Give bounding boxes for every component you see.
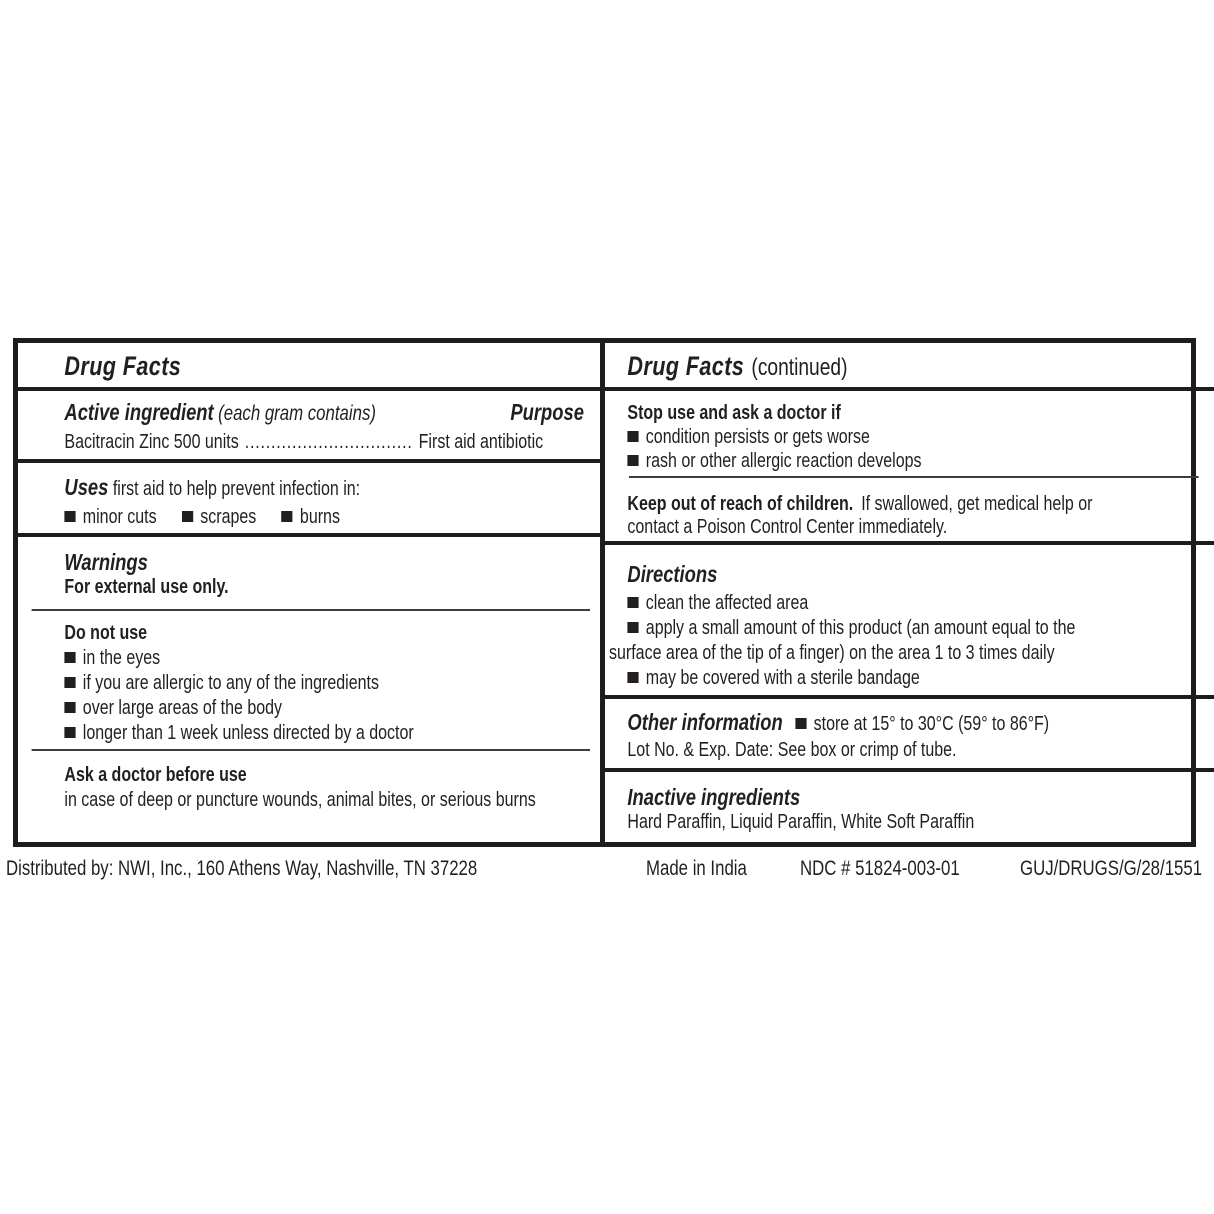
other-information-section <box>605 699 1214 772</box>
do-not-use-heading: Do not use <box>64 622 148 644</box>
do-not-use-bullet-label: longer than 1 week unless directed by a doctor <box>82 722 414 744</box>
stop-use-bullet-label: condition persists or gets worse <box>645 426 870 448</box>
bullet-square-icon <box>282 511 293 522</box>
uses-heading-row <box>64 475 600 502</box>
directions-bullet-label: apply a small amount of this product (an amount equal to the <box>645 617 1076 639</box>
bullet-square-icon <box>795 718 806 729</box>
purpose-value: First aid antibiotic <box>418 431 544 453</box>
inactive-ingredients-text: Hard Paraffin, Liquid Paraffin, White Soft Paraffin <box>627 811 975 833</box>
active-ingredient-heading: Active ingredient <box>64 399 214 425</box>
bullet-square-icon <box>627 455 638 466</box>
directions-section <box>605 545 1214 699</box>
external-use-text: For external use only. <box>64 576 229 598</box>
do-not-use-bullet <box>64 696 600 721</box>
directions-bullet-continuation: surface area of the tip of a finger) on the area 1 to 3 times daily <box>609 642 1055 664</box>
registration-number-text: GUJ/DRUGS/G/28/1551 <box>1020 857 1203 880</box>
inactive-ingredients-heading: Inactive ingredients <box>627 784 801 810</box>
bullet-square-icon <box>64 727 75 738</box>
uses-bullet-label: scrapes <box>200 506 257 528</box>
active-ingredient-row <box>64 430 600 455</box>
drug-facts-continued-title: Drug Facts <box>627 351 745 381</box>
warnings-heading: Warnings <box>64 549 148 575</box>
label-box <box>13 338 1196 847</box>
stop-use-bullet-label: rash or other allergic reaction develops <box>645 450 922 472</box>
uses-heading: Uses <box>64 474 109 500</box>
right-title-row <box>605 343 1214 391</box>
do-not-use-bullet-label: if you are allergic to any of the ingredients <box>82 672 379 694</box>
active-ingredient-note: (each gram contains) <box>218 402 376 425</box>
bullet-square-icon <box>627 597 638 608</box>
do-not-use-bullet <box>64 646 600 671</box>
distributed-by-text: Distributed by: NWI, Inc., 160 Athens Way, Nashville, TN 37228 <box>6 857 478 880</box>
directions-bullet-label: may be covered with a sterile bandage <box>645 667 920 689</box>
stop-use-divider <box>629 476 1198 478</box>
warnings-section <box>18 537 600 842</box>
dotted-leader: ................................ <box>244 431 413 453</box>
stop-use-section <box>605 391 1214 545</box>
inactive-ingredients-section <box>605 772 1214 842</box>
directions-bullet-label: clean the affected area <box>645 592 809 614</box>
keep-out-line: contact a Poison Control Center immediately. <box>627 516 948 538</box>
bullet-square-icon <box>64 511 75 522</box>
purpose-heading: Purpose <box>510 399 584 425</box>
drug-facts-left-panel <box>18 343 605 842</box>
ingredient-name: Bacitracin Zinc 500 units <box>64 431 239 453</box>
keep-out-text: If swallowed, get medical help or <box>861 493 1093 515</box>
lot-exp-text: Lot No. & Exp. Date: See box or crimp of tube. <box>627 739 957 761</box>
ask-doctor-text: in case of deep or puncture wounds, animal bites, or serious burns <box>64 789 536 811</box>
directions-bullet <box>627 591 1214 616</box>
bullet-square-icon <box>182 511 193 522</box>
made-in-text: Made in India <box>646 857 747 880</box>
uses-text: first aid to help prevent infection in: <box>112 478 361 500</box>
keep-out-heading: Keep out of reach of children. <box>627 493 854 515</box>
bullet-square-icon <box>627 672 638 683</box>
uses-section <box>18 463 600 537</box>
footer-row <box>0 856 1214 886</box>
warnings-divider <box>32 749 590 751</box>
uses-bullet-row <box>64 505 600 530</box>
other-information-heading: Other information <box>627 709 783 735</box>
other-information-row <box>627 709 1214 738</box>
stop-use-bullet <box>627 449 1214 473</box>
uses-bullet-item <box>182 506 256 528</box>
directions-bullet <box>627 666 1214 691</box>
stop-use-bullet <box>627 425 1214 449</box>
warnings-divider <box>32 609 590 611</box>
active-ingredient-section <box>18 391 600 463</box>
drug-facts-right-panel <box>605 343 1214 842</box>
drug-facts-title: Drug Facts <box>64 351 182 381</box>
stop-use-heading: Stop use and ask a doctor if <box>627 402 841 424</box>
do-not-use-bullet-label: over large areas of the body <box>82 697 283 719</box>
uses-bullet-label: minor cuts <box>82 506 157 528</box>
left-title-row <box>18 343 600 391</box>
bullet-square-icon <box>627 622 638 633</box>
bullet-square-icon <box>64 652 75 663</box>
directions-bullet <box>627 616 1214 641</box>
storage-text: store at 15° to 30°C (59° to 86°F) <box>813 713 1050 735</box>
do-not-use-bullet <box>64 721 600 746</box>
directions-heading: Directions <box>627 561 718 587</box>
continued-suffix: (continued) <box>751 354 848 381</box>
bullet-square-icon <box>64 702 75 713</box>
ask-doctor-heading: Ask a doctor before use <box>64 764 247 786</box>
do-not-use-bullet <box>64 671 600 696</box>
ndc-number-text: NDC # 51824-003-01 <box>800 857 960 880</box>
uses-bullet-item <box>282 506 340 528</box>
uses-bullet-label: burns <box>299 506 340 528</box>
keep-out-line <box>627 493 1214 516</box>
uses-bullet-item <box>64 506 156 528</box>
active-ingredient-heading-row <box>64 400 600 427</box>
do-not-use-bullet-label: in the eyes <box>82 647 161 669</box>
bullet-square-icon <box>627 431 638 442</box>
bullet-square-icon <box>64 677 75 688</box>
